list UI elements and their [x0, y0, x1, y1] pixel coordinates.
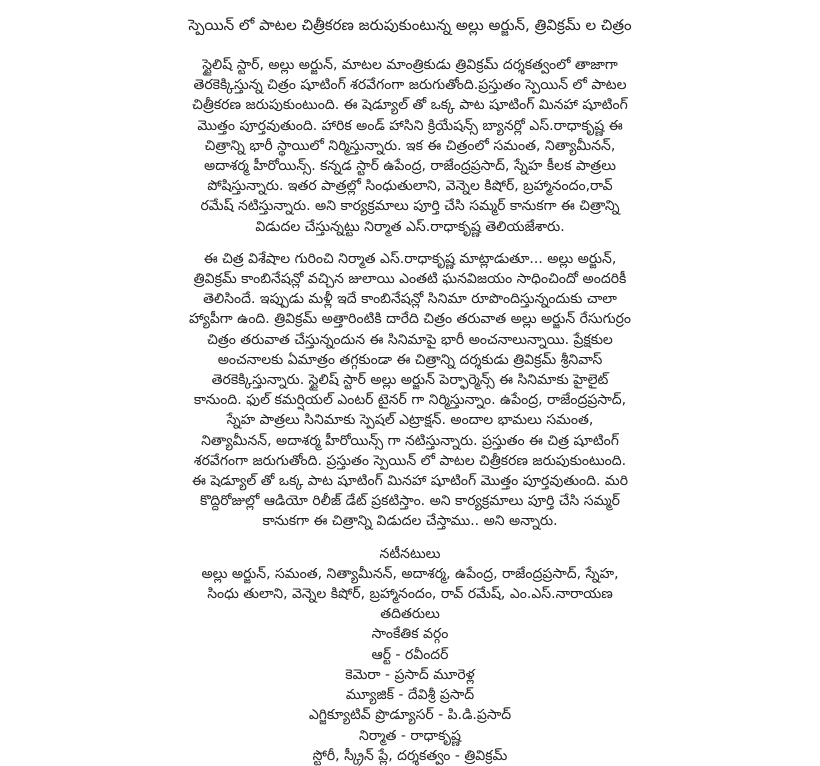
paragraph-line: ఈ చిత్ర విశేషాల గురించి నిర్మాత ఎస్.రాధాకృష్ణ మాట్లాడుతూ... అల్లు అర్జున్, [203, 250, 617, 267]
paragraph-line: అదాశర్మ హీరోయిన్స్. కన్నడ స్టార్ ఉపేంద్ర, రాజేంద్రప్రసాద్, స్నేహ కీలక పాత్రలు [204, 158, 616, 175]
paragraph-line: త్రివిక్రమ్ కాంబినేషన్లో వచ్చిన జులాయి ఎంతటి ఘనవిజయం సాధించిందో అందరికీ [193, 271, 627, 288]
paragraph-line: విడుదల చేస్తున్నట్టు నిర్మాత ఎస్.రాధాకృష్ణ తెలియజేశారు. [255, 218, 565, 235]
paragraph-line: కానుంది. ఫుల్ కమర్షియల్ ఎంటర్ టైనర్ గా నిర్మిస్తున్నాం. ఉపేంద్ర, రాజేంద్రప్రసాద్, [193, 392, 627, 409]
article-paragraph-2 [6, 249, 814, 532]
crew-line: మ్యూజిక్ - దేవిశ్రీ ప్రసాద్ [345, 687, 475, 704]
paragraph-line: మొత్తం పూర్తవుతుంది. హారిక అండ్ హాసిని క్రియేషన్స్ బ్యానర్లో ఎస్.రాధాకృష్ణ ఈ [197, 117, 623, 134]
paragraph-line: చిత్రీకరణ జరుపుకుంటుంది. ఈ షెడ్యూల్ తో ఒక్క పాట షూటింగ్ మినహా షూటింగ్ [192, 97, 628, 114]
crew-heading: సాంకేతిక వర్గం [371, 626, 449, 643]
article-title: స్పెయిన్ లో పాటల చిత్రీకరణ జరుపుకుంటున్న అల్లు అర్జున్, త్రివిక్రమ్ ల చిత్రం [188, 16, 632, 34]
paragraph-line: స్టైలిష్ స్టార్, అల్లు అర్జున్, మాటల మాంత్రికుడు త్రివిక్రమ్ దర్శకత్వంలో తాజాగా [202, 57, 618, 73]
credits [6, 544, 814, 766]
paragraph-line: నిత్యామీనన్, అదాశర్మ హీరోయిన్స్ గా నటిస్తున్నారు. ప్రస్తుతం ఈ చిత్ర షూటింగ్ [201, 432, 619, 449]
paragraph-line: అంచనాలకు ఏమాత్రం తగ్గకుండా ఈ చిత్రాన్ని దర్శకుడు త్రివిక్రమ్ శ్రీనివాస్ [217, 351, 603, 368]
paragraph-line: స్నేహ పాత్రలు సినిమాకు స్పెషల్ ఎట్రాక్షన్. అందాల భామలు సమంత, [226, 412, 594, 429]
paragraph-line: కానుకగా ఈ చిత్రాన్ని విడుదల చేస్తాము.. అని అన్నారు. [262, 513, 558, 530]
article-paragraph-1 [6, 55, 814, 237]
paragraph-line: తెరకెక్కిస్తున్నారు. స్టైలిష్ స్టార్ అల్లు అర్జున్ పెర్ఫార్మెన్స్ ఈ సినిమాకు హైలైట్ [211, 372, 609, 389]
crew-line: నిర్మాత - రాధాకృష్ణ [358, 727, 461, 744]
paragraph-line: పోషిస్తున్నారు. ఇతర పాత్రల్లో సింధుతులాని, వెన్నెల కిషోర్, బ్రహ్మానందం,రావ్ [207, 178, 613, 195]
crew-line: కెమెరా - ప్రసాద్ మూరెళ్ల [345, 666, 475, 683]
paragraph-line: హ్యాపీగా ఉంది. త్రివిక్రమ్ అత్తారింటికి దారేది చిత్రం తరువాత అల్లు అర్జున్ రేసుగుర్రం [188, 311, 631, 328]
cast-line: అల్లు అర్జున్, సమంత, నిత్యామీనన్, అదాశర్మ, ఉపేంద్ర, రాజేంద్రప్రసాద్, స్నేహ, [201, 565, 619, 582]
cast-line: సింధు తులాని, వెన్నెల కిషోర్, బ్రహ్మానందం, రావ్ రమేష్, ఎం.ఎస్.నారాయణ [207, 586, 613, 603]
paragraph-line: రమేష్ నటిస్తున్నారు. అని కార్యక్రమాలు పూర్తి చేసి సమ్మర్ కానుకగా ఈ చిత్రాన్ని [200, 198, 620, 215]
paragraph-line: తెరకెక్కిస్తున్న చిత్రం షూటింగ్ శరవేగంగా జరుగుతోంది.ప్రస్తుతం స్పెయిన్ లో పాటల [193, 77, 627, 94]
paragraph-line: తెలిసిందే. ఇప్పుడు మళ్లీ ఇదే కాంబినేషన్లో సినిమా రూపొందిస్తున్నందుకు చాలా [203, 291, 617, 308]
paragraph-line: కొద్దిరోజుల్లో ఆడియో రిలీజ్ డేట్ ప్రకటిస్తాం. అని కార్యక్రమాలు పూర్తి చేసి సమ్మర్ [200, 493, 620, 510]
paragraph-line: ఈ షెడ్యూల్ తో ఒక్క పాట షూటింగ్ మినహా షూటింగ్ మొత్తం పూర్తవుతుంది. మరి [191, 473, 629, 490]
crew-line: స్టోరీ, స్క్రీన్ ప్లే, దర్శకత్వం - త్రివిక్రమ్ [312, 747, 508, 764]
paragraph-line: శరవేగంగా జరుగుతోంది. ప్రస్తుతం స్పెయిన్ లో పాటల చిత్రీకరణ జరుపుకుంటుంది. [193, 452, 627, 469]
crew-line: ఎగ్జిక్యూటివ్ ప్రొడ్యూసర్ - పి.డి.ప్రసాద్ [308, 707, 512, 724]
cast-heading: నటీనటులు [379, 545, 441, 562]
paragraph-line: చిత్రాన్ని భారీ స్థాయిలో నిర్మిస్తున్నారు. ఇక ఈ చిత్రంలో సమంత, నిత్యామీనన్, [204, 137, 616, 154]
crew-line: ఆర్ట్ - రవీందర్ [371, 646, 449, 663]
others-heading: తదితరులు [380, 606, 440, 623]
paragraph-line: చిత్రం తరువాత చేస్తున్నందున ఈ సినిమాపై భారీ అంచనాలున్నాయి. ప్రేక్షకుల [207, 331, 613, 348]
